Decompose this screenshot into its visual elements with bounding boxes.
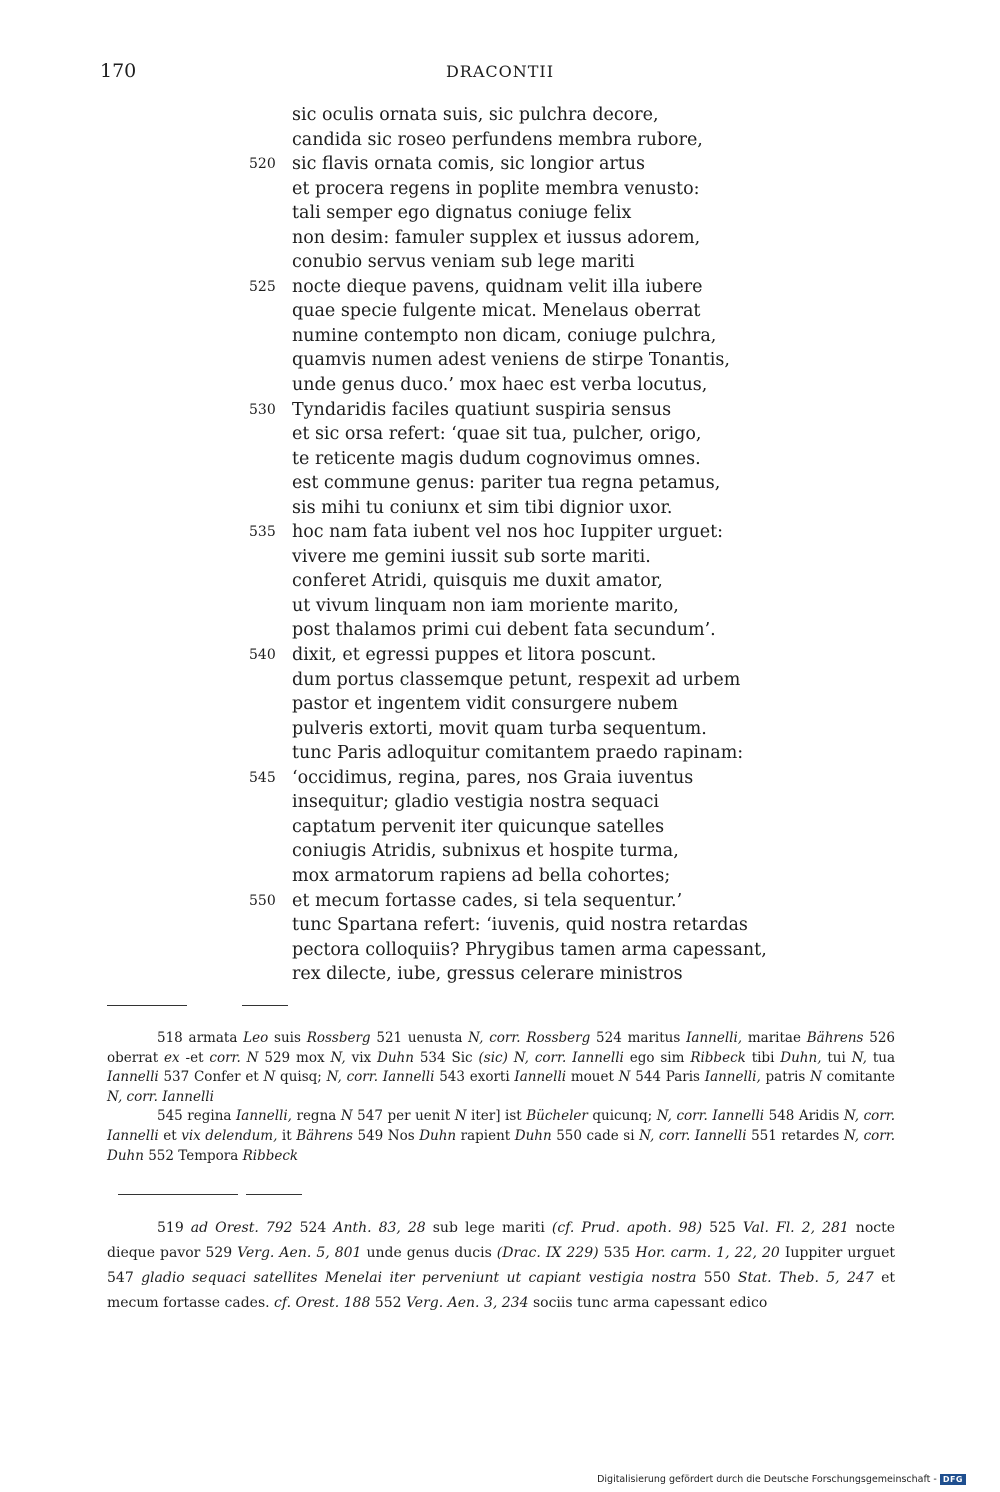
verse-text: tunc Spartana refert: ‘iuvenis, quid nostra retardas <box>292 915 748 936</box>
verse-line <box>0 766 1000 791</box>
verse-text: unde genus duco.’ mox haec est verba locutus, <box>292 375 708 396</box>
verse-line <box>0 398 1000 423</box>
note-source-italic: N <box>340 1108 353 1125</box>
verse-text: non desim: famuler supplex et iussus adorem, <box>292 227 701 248</box>
verse-number: 525 <box>249 278 276 295</box>
verse-line <box>0 839 1000 864</box>
note-text: 535 <box>598 1245 636 1261</box>
note-text: rapient <box>456 1127 515 1144</box>
note-text: sociis tunc arma capessant edico <box>528 1295 768 1311</box>
note-source-italic: Bährens <box>806 1030 864 1046</box>
verse-text: pulveris extorti, movit quam turba sequentum. <box>292 718 707 739</box>
note-text: 534 Sic <box>413 1049 479 1066</box>
verse-line <box>0 422 1000 447</box>
note-text: quisq; <box>275 1069 327 1086</box>
note-text: 526 oberrat <box>107 1030 896 1066</box>
verse-text: et mecum fortasse cades, si tela sequentur.’ <box>292 890 683 911</box>
note-source-italic: Ribbeck <box>242 1147 299 1164</box>
note-text: 552 <box>370 1295 406 1311</box>
note-source-italic: Verg. Aen. 5, 801 <box>237 1245 362 1261</box>
verse-number: 520 <box>249 156 276 173</box>
note-text: 545 regina <box>157 1108 236 1125</box>
note-text: -et <box>179 1049 210 1066</box>
note-text: 549 Nos <box>352 1127 420 1144</box>
note-text: vix <box>345 1049 378 1066</box>
note-source-italic: Iannelli <box>107 1069 159 1086</box>
note-source-italic: Bücheler <box>526 1108 588 1125</box>
verse-number: 530 <box>249 401 276 418</box>
note-text: nocte dieque pavor <box>107 1220 896 1261</box>
note-text: 548 Aridis <box>764 1108 844 1125</box>
separator-line <box>246 1194 302 1195</box>
criticus-paragraph <box>107 1029 895 1107</box>
note-text: Iuppiter urguet <box>779 1245 895 1261</box>
verse-line <box>0 103 1000 128</box>
verse-number: 535 <box>249 524 276 541</box>
note-source-italic: N, corr. Iannelli <box>656 1108 765 1125</box>
note-source-italic: cf. Orest. 188 <box>274 1295 371 1311</box>
verse-line <box>0 348 1000 373</box>
separator-line <box>118 1194 238 1195</box>
note-text: maritae <box>742 1030 807 1046</box>
credit-text: Digitalisierung gefördert durch die Deutsche Forschungsgemeinschaft - <box>597 1474 937 1485</box>
note-text: 519 <box>157 1220 191 1236</box>
note-source-italic: ex <box>164 1049 180 1066</box>
note-source-italic: Iannelli <box>514 1069 567 1086</box>
verse-line <box>0 373 1000 398</box>
verse-line <box>0 668 1000 693</box>
note-source-italic: N, <box>851 1049 867 1066</box>
verse-text: nocte dieque pavens, quidnam velit illa iubere <box>292 276 703 297</box>
note-text: 550 cade si <box>551 1127 640 1144</box>
verse-text: pectora colloquiis? Phrygibus tamen arma capessant, <box>292 939 767 960</box>
verse-text: conubio servus veniam sub lege mariti <box>292 252 635 273</box>
note-source-italic: Iannelli, <box>686 1030 743 1046</box>
verse-text: coniugis Atridis, subnixus et hospite turma, <box>292 841 679 862</box>
note-source-italic: N <box>810 1069 822 1086</box>
note-source-italic: Val. Fl. 2, 281 <box>742 1220 849 1236</box>
note-source-italic: (cf. Prud. apoth. 98) <box>551 1220 703 1236</box>
running-title: DRACONTII <box>445 62 555 81</box>
apparatus-criticus <box>107 1029 895 1166</box>
digitization-credit <box>597 1474 966 1485</box>
verse-text: quamvis numen adest veniens de stirpe Tonantis, <box>292 350 730 371</box>
note-source-italic: Stat. Theb. 5, 247 <box>737 1270 874 1286</box>
note-text: 543 exorti <box>434 1069 515 1086</box>
verse-line <box>0 962 1000 987</box>
verse-number: 550 <box>249 892 276 909</box>
note-text: it <box>277 1127 297 1144</box>
note-source-italic: N <box>618 1069 631 1086</box>
verse-line <box>0 938 1000 963</box>
note-text: tibi <box>745 1049 781 1066</box>
verse-text: pastor et ingentem vidit consurgere nubem <box>292 694 678 715</box>
note-source-italic: corr. N <box>209 1049 259 1066</box>
note-text: 525 <box>702 1220 743 1236</box>
note-source-italic: N, corr. Iannelli <box>107 1088 214 1105</box>
page-number: 170 <box>100 60 137 82</box>
verse-text: et procera regens in poplite membra venusto: <box>292 178 700 199</box>
note-source-italic: N, corr. Rossberg <box>468 1030 591 1046</box>
verse-text: Tyndaridis faciles quatiunt suspiria sensus <box>292 399 672 420</box>
note-text: 529 mox <box>258 1049 331 1066</box>
note-source-italic: (sic) N, <box>478 1049 529 1066</box>
verse-line <box>0 520 1000 545</box>
separator-line <box>242 1005 288 1006</box>
verse-line <box>0 692 1000 717</box>
verse-line <box>0 226 1000 251</box>
verse-line <box>0 152 1000 177</box>
separator-line <box>107 1005 187 1006</box>
verse-number: 545 <box>249 769 276 786</box>
verse-line <box>0 790 1000 815</box>
note-text: 518 armata <box>157 1030 244 1046</box>
note-text: tui <box>821 1049 852 1066</box>
note-source-italic: Verg. Aen. 3, 234 <box>405 1295 529 1311</box>
verse-line <box>0 447 1000 472</box>
note-source-italic: N, corr. Iannelli <box>326 1069 435 1086</box>
note-source-italic: Leo <box>243 1030 269 1046</box>
verse-line <box>0 201 1000 226</box>
verse-line <box>0 177 1000 202</box>
verse-text: hoc nam fata iubent vel nos hoc Iuppiter urguet: <box>292 522 724 543</box>
verse-text: tunc Paris adloquitur comitantem praedo rapinam: <box>292 743 744 764</box>
note-source-italic: N, corr. Duhn <box>107 1127 896 1164</box>
note-source-italic: N, corr. Iannelli <box>107 1108 895 1144</box>
note-source-italic: Bährens <box>296 1127 353 1144</box>
note-text: 547 <box>107 1270 142 1286</box>
verse-text: sis mihi tu coniunx et sim tibi dignior uxor. <box>292 497 673 518</box>
verse-line <box>0 471 1000 496</box>
note-source-italic: corr. Iannelli <box>534 1049 624 1066</box>
note-text: 551 retardes <box>746 1127 844 1144</box>
verse-text: dixit, et egressi puppes et litora poscunt. <box>292 645 657 666</box>
note-text: ego sim <box>623 1049 691 1066</box>
verse-line <box>0 643 1000 668</box>
note-source-italic: Duhn <box>419 1127 457 1144</box>
note-text: quicunq; <box>587 1108 657 1125</box>
verse-line <box>0 324 1000 349</box>
note-text: 550 <box>696 1270 738 1286</box>
criticus-paragraph <box>107 1107 895 1166</box>
verse-text: conferet Atridi, quisquis me duxit amator, <box>292 571 663 592</box>
note-text: patris <box>760 1069 811 1086</box>
verse-text: dum portus classemque petunt, respexit ad urbem <box>292 669 741 690</box>
note-source-italic: ad Orest. 792 <box>190 1220 293 1236</box>
note-text: regna <box>291 1108 341 1125</box>
verse-text: numine contempto non dicam, coniuge pulchra, <box>292 325 717 346</box>
verse-line <box>0 569 1000 594</box>
note-text: et <box>158 1127 182 1144</box>
note-text: iter] ist <box>466 1108 527 1125</box>
note-text: 524 maritus <box>590 1030 687 1046</box>
note-text: comitante <box>821 1069 896 1086</box>
note-source-italic: Rossberg <box>306 1030 371 1046</box>
verse-line <box>0 717 1000 742</box>
note-source-italic: Hor. carm. 1, 22, 20 <box>635 1245 780 1261</box>
verse-line <box>0 889 1000 914</box>
verse-line <box>0 545 1000 570</box>
verse-text: quae specie fulgente micat. Menelaus oberrat <box>292 301 701 322</box>
note-source-italic: N <box>263 1069 276 1086</box>
note-text: 537 Confer et <box>158 1069 264 1086</box>
note-text: et mecum fortasse cades. <box>107 1270 895 1311</box>
verse-line <box>0 618 1000 643</box>
verse-line <box>0 299 1000 324</box>
verse-line <box>0 864 1000 889</box>
verse-line <box>0 250 1000 275</box>
verse-text: te reticente magis dudum cognovimus omnes. <box>292 448 701 469</box>
verse-line <box>0 496 1000 521</box>
verse-text: candida sic roseo perfundens membra rubore, <box>292 129 703 150</box>
verse-text: ‘occidimus, regina, pares, nos Graia iuventus <box>292 767 694 788</box>
dfg-logo: DFG <box>940 1474 966 1485</box>
note-source-italic: Duhn, <box>780 1049 822 1066</box>
note-source-italic: N, corr. Iannelli <box>639 1127 747 1144</box>
verse-text: est commune genus: pariter tua regna petamus, <box>292 473 721 494</box>
note-text: sub lege mariti <box>425 1220 552 1236</box>
verse-text: rex dilecte, iube, gressus celerare ministros <box>292 964 683 985</box>
note-text: 529 <box>200 1245 238 1261</box>
note-source-italic: Duhn <box>514 1127 552 1144</box>
verse-text: insequitur; gladio vestigia nostra sequaci <box>292 792 660 813</box>
note-text: 524 <box>292 1220 334 1236</box>
note-source-italic: N, <box>330 1049 346 1066</box>
verse-text: captatum pervenit iter quicunque satelles <box>292 816 665 837</box>
verse-line <box>0 815 1000 840</box>
verse-line <box>0 913 1000 938</box>
note-source-italic: N <box>454 1108 467 1125</box>
note-text: 544 Paris <box>630 1069 705 1086</box>
note-source-italic: Ribbeck <box>690 1049 746 1066</box>
note-text: suis <box>268 1030 307 1046</box>
verse-text: post thalamos primi cui debent fata secundum’. <box>292 620 716 641</box>
note-source-italic: Iannelli, <box>704 1069 761 1086</box>
note-source-italic: Iannelli, <box>235 1108 292 1125</box>
note-source-italic: Anth. 83, 28 <box>333 1220 426 1236</box>
verse-text: mox armatorum rapiens ad bella cohortes; <box>292 865 671 886</box>
verse-line <box>0 594 1000 619</box>
note-source-italic: Duhn <box>377 1049 414 1066</box>
verse-text: tali semper ego dignatus coniuge felix <box>292 203 632 224</box>
note-text: mouet <box>566 1069 619 1086</box>
verse-line <box>0 741 1000 766</box>
note-source-italic: (Drac. IX 229) <box>496 1245 599 1261</box>
note-source-italic: gladio sequaci satellites Menelai iter perveniunt ut capiant vestigia nostra <box>141 1270 697 1286</box>
note-text: 547 per uenit <box>352 1108 455 1125</box>
verse-text: sic oculis ornata suis, sic pulchra decore, <box>292 105 659 125</box>
note-source-italic: vix delendum, <box>181 1127 278 1144</box>
verse-number: 540 <box>249 647 276 664</box>
verse-text: vivere me gemini iussit sub sorte mariti. <box>292 546 651 567</box>
verse-text: ut vivum linquam non iam moriente marito, <box>292 595 679 616</box>
note-text: 521 uenusta <box>370 1030 469 1046</box>
verse-block <box>0 103 1000 987</box>
note-text: unde genus ducis <box>361 1245 497 1261</box>
verse-text: et sic orsa refert: ‘quae sit tua, pulcher, origo, <box>292 424 702 445</box>
verse-text: sic flavis ornata comis, sic longior artus <box>292 154 646 175</box>
note-text: 552 Tempora <box>143 1147 243 1164</box>
apparatus-fontium <box>107 1216 895 1316</box>
fontium-paragraph <box>107 1216 895 1316</box>
note-text: tua <box>866 1049 895 1066</box>
verse-line <box>0 275 1000 300</box>
verse-line <box>0 128 1000 153</box>
